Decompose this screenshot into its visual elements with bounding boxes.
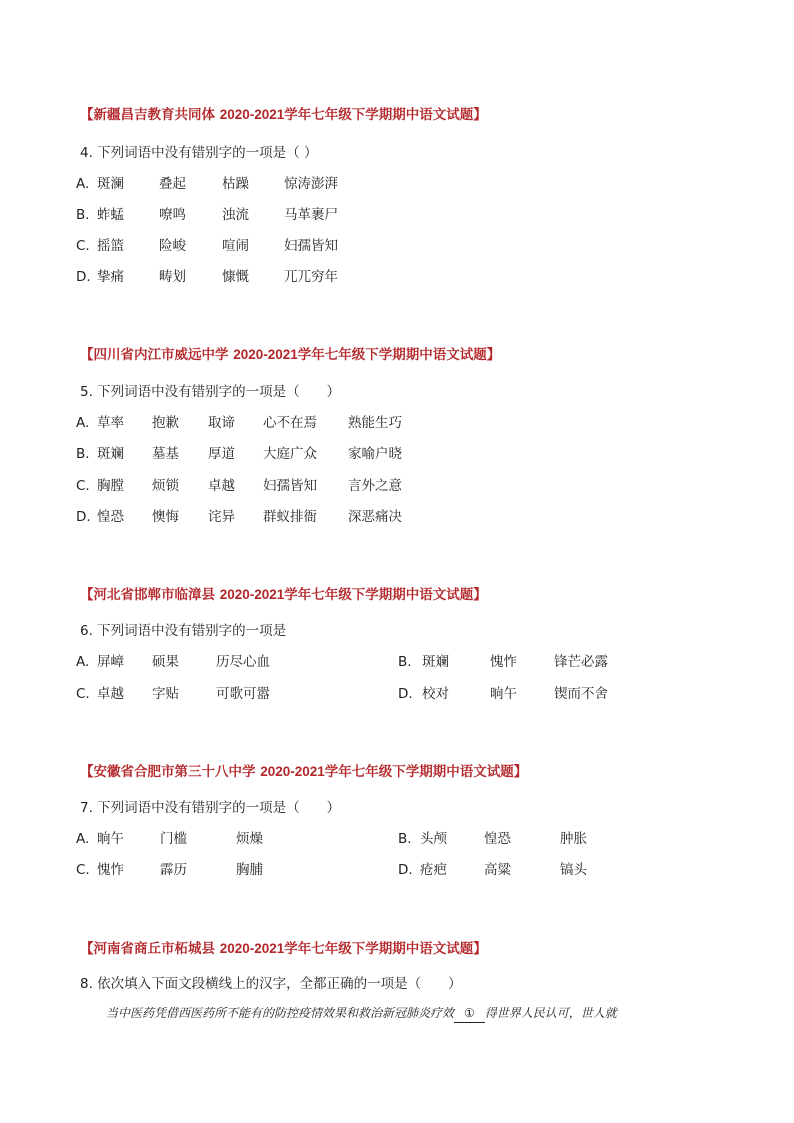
option-word: 叠起 xyxy=(159,176,186,192)
option-word: 浊流 xyxy=(222,207,249,223)
option-word: 兀兀穷年 xyxy=(284,269,338,285)
question-stem: 6. 下列词语中没有错别字的一项是 xyxy=(80,623,287,639)
option-word: 慷慨 xyxy=(222,269,249,285)
option-label: D. xyxy=(76,269,91,285)
source-title: 学年七年级下学期期中语文试题】 xyxy=(324,764,528,780)
source-years: 2020-2021 xyxy=(260,764,325,779)
passage-after: 得世界人民认可，世人就 xyxy=(484,1006,617,1020)
option-word: 肿胀 xyxy=(560,831,587,847)
option-word: 疮疤 xyxy=(420,862,447,878)
fill-blank[interactable]: ① xyxy=(454,1004,485,1023)
option-label: D. xyxy=(398,862,413,878)
option-word: 愧怍 xyxy=(490,654,517,670)
option-word: 斑澜 xyxy=(97,176,124,192)
option-word: 硕果 xyxy=(152,654,179,670)
option-word: 墓基 xyxy=(152,446,179,462)
option-word: 群蚁排衙 xyxy=(263,509,317,525)
option-word: 草率 xyxy=(97,415,124,431)
option-word: 言外之意 xyxy=(348,478,402,494)
option-word: 挚痛 xyxy=(97,269,124,285)
option-word: 卓越 xyxy=(208,478,235,494)
question-source xyxy=(80,106,487,124)
source-school: 【河北省邯郸市临漳县 xyxy=(80,587,220,603)
option-word: 门槛 xyxy=(160,831,187,847)
option-word: 大庭广众 xyxy=(263,446,317,462)
option-word: 烦燥 xyxy=(236,831,263,847)
question-source xyxy=(80,346,500,364)
option-label: C. xyxy=(76,478,90,494)
option-word: 畴划 xyxy=(159,269,186,285)
source-years: 2020-2021 xyxy=(219,107,285,122)
option-word: 妇孺皆知 xyxy=(284,238,338,254)
option-label: B. xyxy=(76,446,90,462)
option-label: B. xyxy=(76,207,90,223)
option-word: 惶恐 xyxy=(97,509,124,525)
option-word: 胸膛 xyxy=(97,478,124,494)
option-word: 心不在焉 xyxy=(263,415,317,431)
source-school: 【新疆昌吉教育共同体 xyxy=(80,107,220,123)
option-word: 枯躁 xyxy=(222,176,249,192)
option-word: 懊悔 xyxy=(152,509,179,525)
option-word: 锋芒必露 xyxy=(554,654,608,670)
source-title: 学年七年级下学期期中语文试题】 xyxy=(297,347,501,363)
option-label: D. xyxy=(76,509,91,525)
option-word: 熟能生巧 xyxy=(348,415,402,431)
option-word: 险峻 xyxy=(159,238,186,254)
question-source xyxy=(80,586,487,604)
option-word: 晌午 xyxy=(97,831,124,847)
option-word: 摇篮 xyxy=(97,238,124,254)
option-label: B. xyxy=(398,831,412,847)
question-source xyxy=(80,940,487,958)
option-word: 校对 xyxy=(422,686,449,702)
option-word: 诧异 xyxy=(208,509,235,525)
option-word: 嘹鸣 xyxy=(159,207,186,223)
option-word: 字贴 xyxy=(152,686,179,702)
source-school: 【安徽省合肥市第三十八中学 xyxy=(80,764,261,780)
option-word: 历尽心血 xyxy=(216,654,270,670)
option-word: 胸脯 xyxy=(236,862,263,878)
option-word: 喧闹 xyxy=(222,238,249,254)
option-label: A. xyxy=(76,415,90,431)
source-years: 2020-2021 xyxy=(219,941,285,956)
option-word: 斑斓 xyxy=(422,654,449,670)
passage-before: 当中医药凭借西医药所不能有的防控疫情效果和救治新冠肺炎疗效 xyxy=(106,1006,455,1020)
question-stem: 8. 依次填入下面文段横线上的汉字，全都正确的一项是（ ） xyxy=(80,976,462,992)
passage-text xyxy=(106,1004,726,1023)
option-word: 惶恐 xyxy=(484,831,511,847)
option-word: 可歌可嚣 xyxy=(216,686,270,702)
option-word: 家喻户晓 xyxy=(348,446,402,462)
option-word: 厚道 xyxy=(208,446,235,462)
option-word: 愧怍 xyxy=(97,862,124,878)
source-years: 2020-2021 xyxy=(233,347,298,362)
option-word: 烦锁 xyxy=(152,478,179,494)
question-stem: 4. 下列词语中没有错别字的一项是（ ） xyxy=(80,145,318,161)
option-word: 惊涛澎湃 xyxy=(284,176,338,192)
source-title: 学年七年级下学期期中语文试题】 xyxy=(284,107,487,123)
option-word: 斑斓 xyxy=(97,446,124,462)
option-word: 高粱 xyxy=(484,862,511,878)
option-word: 马革裹尸 xyxy=(284,207,338,223)
option-word: 晌午 xyxy=(490,686,517,702)
source-title: 学年七年级下学期期中语文试题】 xyxy=(284,587,487,603)
option-word: 深恶痛决 xyxy=(348,509,402,525)
source-school: 【四川省内江市威远中学 xyxy=(80,347,234,363)
option-word: 锲而不舍 xyxy=(554,686,608,702)
option-word: 头颅 xyxy=(420,831,447,847)
option-label: A. xyxy=(76,831,90,847)
option-word: 妇孺皆知 xyxy=(263,478,317,494)
option-label: A. xyxy=(76,176,90,192)
option-label: D. xyxy=(398,686,413,702)
question-source xyxy=(80,763,527,781)
option-word: 蚱蜢 xyxy=(97,207,124,223)
source-title: 学年七年级下学期期中语文试题】 xyxy=(284,941,487,957)
option-label: C. xyxy=(76,238,90,254)
option-label: C. xyxy=(76,686,90,702)
option-word: 取谛 xyxy=(208,415,235,431)
option-word: 屏嶂 xyxy=(97,654,124,670)
option-word: 霹历 xyxy=(160,862,187,878)
option-label: C. xyxy=(76,862,90,878)
option-word: 卓越 xyxy=(97,686,124,702)
source-school: 【河南省商丘市柘城县 xyxy=(80,941,220,957)
option-label: B. xyxy=(398,654,412,670)
option-word: 抱歉 xyxy=(152,415,179,431)
question-stem: 5. 下列词语中没有错别字的一项是（ ） xyxy=(80,384,341,400)
option-label: A. xyxy=(76,654,90,670)
option-word: 镐头 xyxy=(560,862,587,878)
question-stem: 7. 下列词语中没有错别字的一项是（ ） xyxy=(80,800,341,816)
source-years: 2020-2021 xyxy=(219,587,285,602)
